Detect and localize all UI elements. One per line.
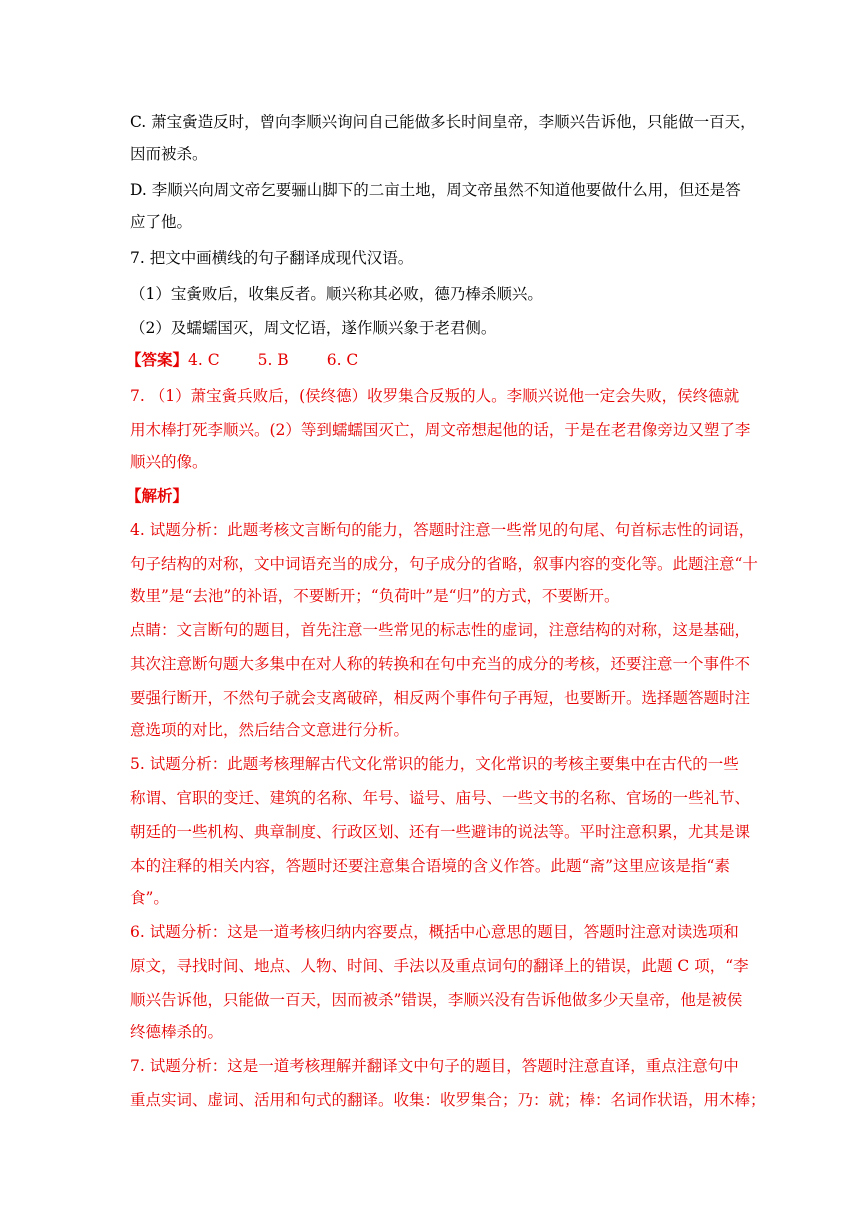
question-7-item-2: （2）及蠕蠕国灭，周文忆语，遂作顺兴象于老君侧。 bbox=[130, 319, 497, 337]
analysis-6-line-3: 顺兴告诉他，只能做一百天，因而被杀”错误，李顺兴没有告诉他做多少天皇帝，他是被侯 bbox=[130, 991, 743, 1009]
analysis-4-line-1: 4. 试题分析：此题考核文言断句的能力，答题时注意一些常见的句尾、句首标志性的词语， bbox=[130, 521, 755, 539]
answer-5: 5. B bbox=[257, 351, 289, 369]
option-c-line-1: C. 萧宝夤造反时，曾向李顺兴询问自己能做多长时间皇帝，李顺兴告诉他，只能做一百天， bbox=[130, 113, 756, 131]
analysis-7-line-2: 重点实词、虚词、活用和句式的翻译。收集：收罗集合；乃：就；棒：名词作状语，用木棒； bbox=[130, 1091, 766, 1109]
answer-7-line-3: 顺兴的像。 bbox=[130, 453, 208, 471]
option-d-line-2: 应了他。 bbox=[130, 213, 193, 231]
analysis-6-line-1: 6. 试题分析：这是一道考核归纳内容要点，概括中心意思的题目，答题时注意对读选项和 bbox=[130, 923, 739, 941]
analysis-6-line-2: 原文，寻找时间、地点、人物、时间、手法以及重点词句的翻译上的错误，此题 C 项，“李 bbox=[130, 957, 749, 975]
analysis-7-line-1: 7. 试题分析：这是一道考核理解并翻译文中句子的题目，答题时注意直译，重点注意句中 bbox=[130, 1057, 739, 1075]
answer-7-line-1: 7. （1）萧宝夤兵败后，(侯终德）收罗集合反叛的人。李顺兴说他一定会失败，侯终德就 bbox=[130, 387, 740, 405]
answer-row bbox=[126, 350, 726, 370]
option-d-line-1: D. 李顺兴向周文帝乞要骊山脚下的二亩土地，周文帝虽然不知道他要做什么用，但还是答 bbox=[130, 181, 741, 199]
analysis-label: 【解析】 bbox=[126, 486, 189, 505]
question-7-item-1: （1）宝夤败后，收集反者。顺兴称其必败，德乃棒杀顺兴。 bbox=[130, 285, 543, 303]
analysis-5-line-1: 5. 试题分析：此题考核理解古代文化常识的能力，文化常识的考核主要集中在古代的一些 bbox=[130, 755, 739, 773]
analysis-5-line-2: 称谓、官职的变迁、建筑的名称、年号、谥号、庙号、一些文书的名称、官场的一些礼节、 bbox=[130, 789, 751, 807]
option-c-line-2: 因而被杀。 bbox=[130, 145, 208, 163]
dianjing-line-3: 要强行断开，不然句子就会支离破碎，相反两个事件句子再短，也要断开。选择题答题时注 bbox=[130, 689, 751, 707]
dianjing-line-2: 其次注意断句题大多集中在对人称的转换和在句中充当的成分的考核，还要注意一个事件不 bbox=[130, 655, 751, 673]
answer-label: 【答案】 bbox=[126, 350, 189, 369]
analysis-5-line-3: 朝廷的一些机构、典章制度、行政区划、还有一些避讳的说法等。平时注意积累，尤其是课 bbox=[130, 823, 751, 841]
dianjing-line-1: 点睛：文言断句的题目，首先注意一些常见的标志性的虚词，注意结构的对称，这是基础， bbox=[130, 621, 751, 639]
dianjing-line-4: 意选项的对比，然后结合文意进行分析。 bbox=[130, 721, 410, 739]
answer-4: 4. C bbox=[188, 351, 220, 369]
analysis-5-line-5: 食”。 bbox=[130, 889, 169, 907]
question-7-prompt: 7. 把文中画横线的句子翻译成现代汉语。 bbox=[130, 249, 414, 267]
analysis-4-line-3: 数里”是“去池”的补语，不要断开；“负荷叶”是“归”的方式，不要断开。 bbox=[130, 587, 620, 605]
answer-7-line-2: 用木棒打死李顺兴。(2）等到蠕蠕国灭亡，周文帝想起他的话，于是在老君像旁边又塑了李 bbox=[130, 421, 751, 439]
analysis-5-line-4: 本的注释的相关内容，答题时还要注意集合语境的含义作答。此题“斋”这里应该是指“素 bbox=[130, 857, 730, 875]
analysis-6-line-4: 终德棒杀的。 bbox=[130, 1023, 224, 1041]
analysis-4-line-2: 句子结构的对称，文中词语充当的成分，句子成分的省略，叙事内容的变化等。此题注意“十 bbox=[130, 555, 758, 573]
answer-6: 6. C bbox=[326, 351, 359, 369]
